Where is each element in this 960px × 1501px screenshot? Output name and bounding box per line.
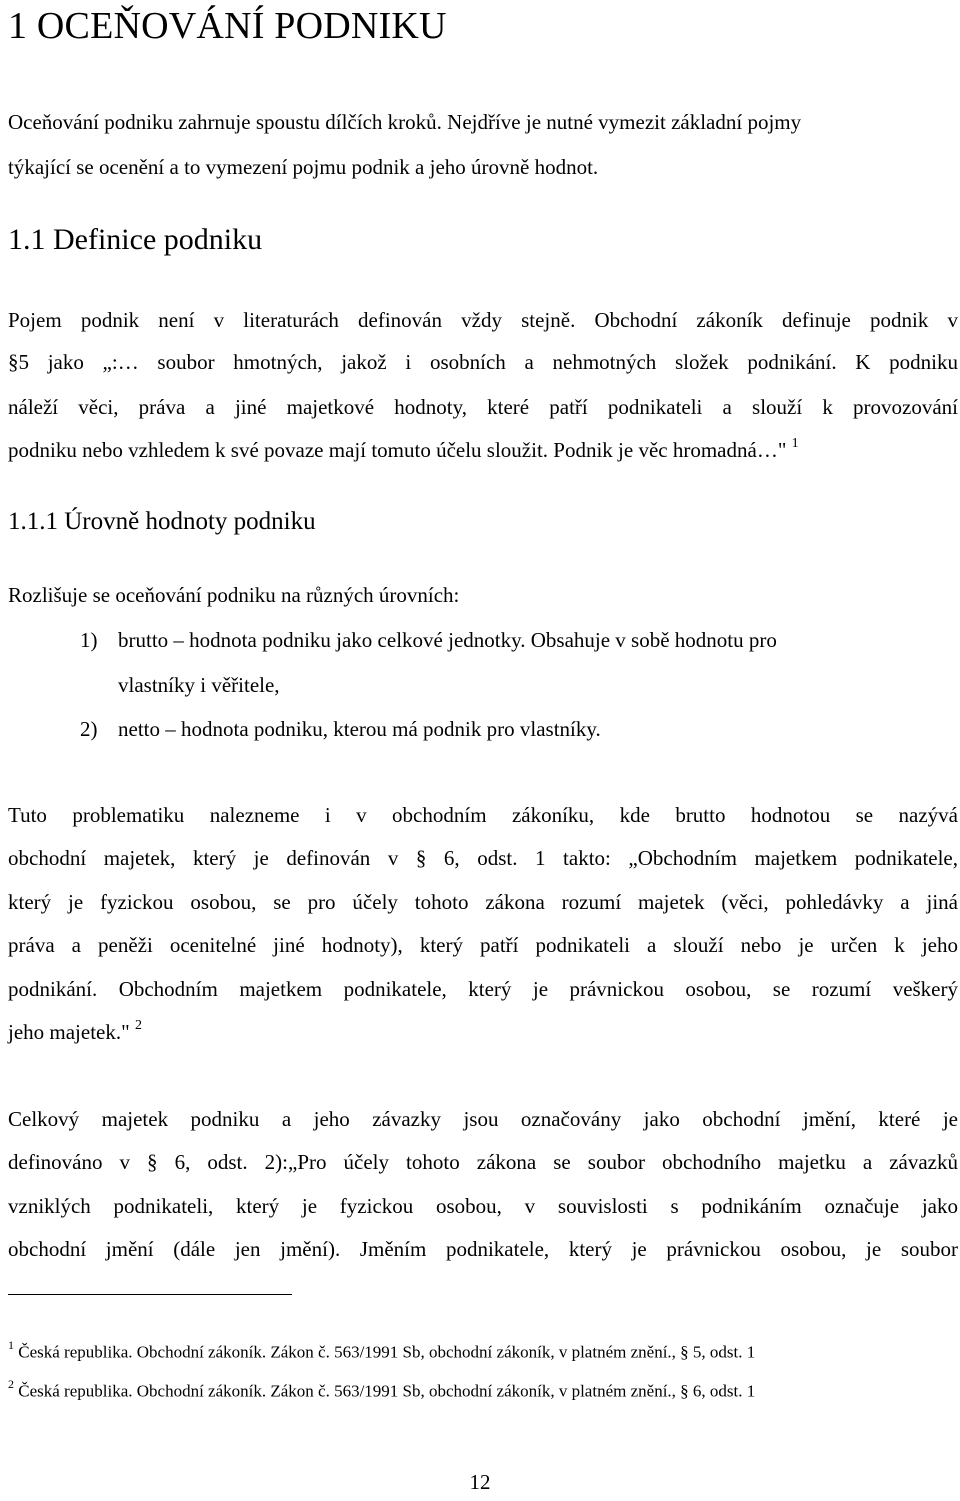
section-heading: 1.1 Definice podniku <box>8 223 263 256</box>
section-line-4-text: podniku nebo vzhledem k své povaze mají tomuto účelu sloužit. Podnik je věc hromadná…" <box>8 438 787 462</box>
page-number: 12 <box>469 1470 491 1494</box>
subsection-intro: Rozlišuje se oceňování podniku na různých úrovních: <box>8 583 460 607</box>
para1-line-6 <box>8 1020 142 1045</box>
para1-line-3: který je fyzickou osobou, se pro účely tohoto zákona rozumí majetek (věci, pohledávky a jiná <box>8 890 958 914</box>
para1-line-1: Tuto problematiku nalezneme i v obchodním zákoníku, kde brutto hodnotou se nazývá <box>8 803 958 827</box>
footnote-1-text: Česká republika. Obchodní zákoník. Zákon č. 563/1991 Sb, obchodní zákoník, v platném znění., § 5, odst. 1 <box>18 1342 756 1362</box>
intro-line-2: týkající se ocenění a to vymezení pojmu podnik a jeho úrovně hodnot. <box>8 155 599 179</box>
section-line-1: Pojem podnik není v literaturách definován vždy stejně. Obchodní zákoník definuje podnik v <box>8 308 958 332</box>
footnote-ref-1[interactable]: 1 <box>791 436 799 451</box>
section-line-3: náleží věci, práva a jiné majetkové hodnoty, které patří podnikateli a slouží k provozování <box>8 395 958 419</box>
para1-line-5: podnikání. Obchodním majetkem podnikatele, který je právnickou osobou, se rozumí veškerý <box>8 977 958 1001</box>
para1-line-2: obchodní majetek, který je definován v § 6, odst. 1 takto: „Obchodním majetkem podnikatele, <box>8 846 958 870</box>
para2-line-2: definováno v § 6, odst. 2):„Pro účely tohoto zákona se soubor obchodního majetku a závazků <box>8 1150 958 1174</box>
subsection-heading: 1.1.1 Úrovně hodnoty podniku <box>8 508 316 535</box>
footnote-1-number: 1 <box>8 1338 14 1352</box>
para1-line-4: práva a peněži ocenitelné jiné hodnoty), který patří podnikateli a slouží nebo je určen k jeho <box>8 933 958 957</box>
section-line-4 <box>8 438 799 463</box>
footnote-separator <box>8 1294 292 1295</box>
para2-line-4: obchodní jmění (dále jen jmění). Jměním podnikatele, který je právnickou osobou, je soubor <box>8 1237 958 1261</box>
list-item-1-continuation: vlastníky i věřitele, <box>118 673 280 697</box>
list-item-2-text: netto – hodnota podniku, kterou má podnik pro vlastníky. <box>118 717 601 741</box>
list-item-2-number: 2) <box>80 717 98 741</box>
para2-line-3: vzniklých podnikateli, který je fyzickou osobou, v souvislosti s podnikáním označuje jako <box>8 1194 958 1218</box>
list-item-1-text: brutto – hodnota podniku jako celkové jednotky. Obsahuje v sobě hodnotu pro <box>118 628 777 652</box>
para1-line-6-text: jeho majetek." <box>8 1020 130 1044</box>
chapter-heading: 1 OCEŇOVÁNÍ PODNIKU <box>8 5 447 47</box>
para2-line-1: Celkový majetek podniku a jeho závazky jsou označovány jako obchodní jmění, které je <box>8 1107 958 1131</box>
footnote-1 <box>8 1340 755 1363</box>
list-item-1-number: 1) <box>80 628 98 652</box>
intro-line-1: Oceňování podniku zahrnuje spoustu dílčích kroků. Nejdříve je nutné vymezit základní pojmy <box>8 110 802 134</box>
footnote-ref-2[interactable]: 2 <box>134 1018 142 1033</box>
footnote-2-text: Česká republika. Obchodní zákoník. Zákon č. 563/1991 Sb, obchodní zákoník, v platném znění., § 6, odst. 1 <box>18 1381 756 1401</box>
footnote-2-number: 2 <box>8 1377 14 1391</box>
section-line-2: §5 jako „:… soubor hmotných, jakož i osobních a nehmotných složek podnikání. K podniku <box>8 350 958 374</box>
footnote-2 <box>8 1379 755 1402</box>
